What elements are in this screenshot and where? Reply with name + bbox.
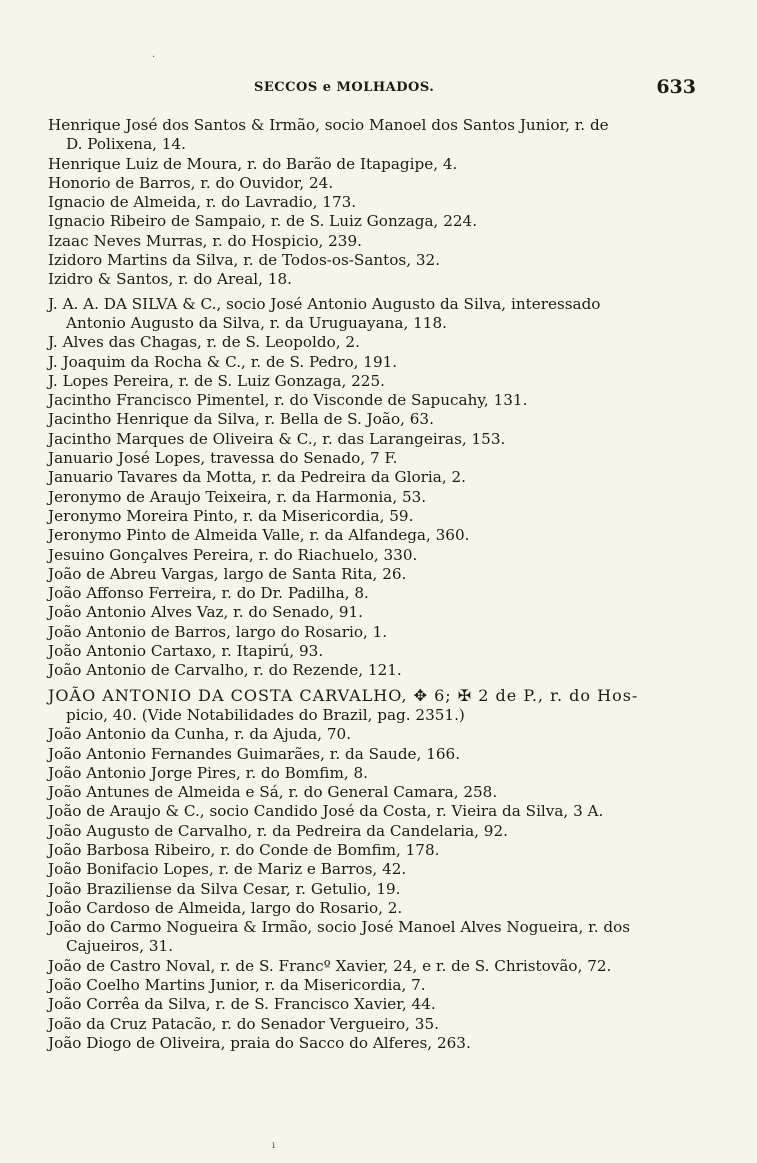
directory-entry xyxy=(48,686,698,726)
entry-line: Januario Tavares da Motta, r. da Pedreira da Gloria, 2. xyxy=(48,468,466,487)
speck-mark: ı xyxy=(272,1140,276,1151)
entry-line: João de Castro Noval, r. de S. Francº Xavier, 24, e r. de S. Christovão, 72. xyxy=(48,956,612,975)
entry-line: Ignacio de Almeida, r. do Lavradio, 173. xyxy=(48,193,357,212)
entry-line: Ignacio Ribeiro de Sampaio, r. de S. Luiz Gonzaga, 224. xyxy=(48,212,478,231)
entry-line: João Bonifacio Lopes, r. de Mariz e Barros, 42. xyxy=(48,860,407,879)
entry-line: João Antonio Jorge Pires, r. do Bomfim, 8. xyxy=(48,763,368,782)
directory-entry xyxy=(48,193,698,212)
entry-line: João do Carmo Nogueira & Irmão, socio José Manoel Alves Nogueira, r. dos xyxy=(48,918,631,937)
entry-line: João Barbosa Ribeiro, r. do Conde de Bomfim, 178. xyxy=(48,840,440,859)
directory-entry xyxy=(48,565,698,584)
speck-mark: · xyxy=(152,52,156,63)
directory-entry xyxy=(48,526,698,545)
directory-entry xyxy=(48,860,698,879)
entry-continuation-line: Antonio Augusto da Silva, r. da Uruguayana, 118. xyxy=(66,313,447,332)
entry-line: João Antonio Cartaxo, r. Itapirú, 93. xyxy=(48,642,324,661)
page-header xyxy=(48,76,696,102)
entry-line: Izidoro Martins da Silva, r. de Todos-os-Santos, 32. xyxy=(48,251,441,270)
directory-entry xyxy=(48,725,698,744)
entry-line: J. Lopes Pereira, r. de S. Luiz Gonzaga, 225. xyxy=(48,371,385,390)
entry-continuation-line: D. Polixena, 14. xyxy=(66,135,186,154)
entry-line: J. Joaquim da Rocha & C., r. de S. Pedro, 191. xyxy=(48,352,398,371)
entry-line: João Coelho Martins Junior, r. da Misericordia, 7. xyxy=(48,976,426,995)
running-title: SECCOS e MOLHADOS. xyxy=(254,80,435,95)
directory-entry xyxy=(48,957,698,976)
directory-entry xyxy=(48,372,698,391)
directory-entry xyxy=(48,841,698,860)
directory-entry xyxy=(48,449,698,468)
entry-line: João Augusto de Carvalho, r. da Pedreira da Candelaria, 92. xyxy=(48,821,508,840)
directory-entry xyxy=(48,661,698,680)
entry-line: João Antunes de Almeida e Sá, r. do General Camara, 258. xyxy=(48,783,498,802)
directory-entry xyxy=(48,353,698,372)
directory-entry xyxy=(48,918,698,957)
page-number: 633 xyxy=(656,76,696,98)
directory-entry xyxy=(48,430,698,449)
directory-entry xyxy=(48,270,698,289)
entry-line: J. Alves das Chagas, r. de S. Leopoldo, 2. xyxy=(48,333,360,352)
entry-line: Jeronymo Moreira Pinto, r. da Misericordia, 59. xyxy=(48,506,414,525)
entry-line: João Antonio de Carvalho, r. do Rezende, 121. xyxy=(48,661,402,680)
directory-entry xyxy=(48,880,698,899)
directory-entry xyxy=(48,468,698,487)
directory-entry xyxy=(48,333,698,352)
entry-line: João Antonio Alves Vaz, r. do Senado, 91. xyxy=(48,603,364,622)
entry-line: João da Cruz Patacão, r. do Senador Vergueiro, 35. xyxy=(48,1014,439,1033)
entry-line: Jeronymo de Araujo Teixeira, r. da Harmonia, 53. xyxy=(48,487,427,506)
entry-line: Izaac Neves Murras, r. do Hospicio, 239. xyxy=(48,231,362,250)
directory-entry xyxy=(48,995,698,1014)
directory-entry xyxy=(48,976,698,995)
directory-entry xyxy=(48,155,698,174)
directory-entry xyxy=(48,764,698,783)
entry-line: João Antonio Fernandes Guimarães, r. da Saude, 166. xyxy=(48,744,461,763)
entry-line: João Affonso Ferreira, r. do Dr. Padilha, 8. xyxy=(48,584,369,603)
directory-entry xyxy=(48,584,698,603)
directory-entry xyxy=(48,745,698,764)
directory-entry xyxy=(48,899,698,918)
directory-entries xyxy=(48,116,698,1053)
entry-line: João Corrêa da Silva, r. de S. Francisco Xavier, 44. xyxy=(48,995,436,1014)
entry-line: J. A. A. DA SILVA & C., socio José Antonio Augusto da Silva, interessado xyxy=(48,294,601,313)
directory-entry xyxy=(48,1034,698,1053)
directory-entry xyxy=(48,212,698,231)
entry-continuation-line: Cajueiros, 31. xyxy=(66,937,174,956)
directory-entry xyxy=(48,822,698,841)
directory-entry xyxy=(48,802,698,821)
entry-line: JOÃO ANTONIO DA COSTA CARVALHO, ✥ 6; ✠ 2 de P., r. do Hos- xyxy=(48,685,639,705)
entry-continuation-line: picio, 40. (Vide Notabilidades do Brazil, pag. 2351.) xyxy=(66,705,465,724)
entry-line: Henrique Luiz de Moura, r. do Barão de Itapagipe, 4. xyxy=(48,154,458,173)
directory-entry xyxy=(48,251,698,270)
directory-entry xyxy=(48,603,698,622)
directory-entry xyxy=(48,546,698,565)
entry-line: Jesuino Gonçalves Pereira, r. do Riachuelo, 330. xyxy=(48,545,418,564)
directory-entry xyxy=(48,1015,698,1034)
entry-line: Jeronymo Pinto de Almeida Valle, r. da Alfandega, 360. xyxy=(48,526,470,545)
directory-entry xyxy=(48,783,698,802)
entry-line: Jacintho Marques de Oliveira & C., r. das Larangeiras, 153. xyxy=(48,429,506,448)
directory-entry xyxy=(48,232,698,251)
directory-entry xyxy=(48,295,698,334)
entry-line: Honorio de Barros, r. do Ouvidor, 24. xyxy=(48,173,334,192)
directory-entry xyxy=(48,174,698,193)
entry-line: Henrique José dos Santos & Irmão, socio Manoel dos Santos Junior, r. de xyxy=(48,116,609,134)
entry-line: Izidro & Santos, r. do Areal, 18. xyxy=(48,270,292,289)
entry-line: Jacintho Henrique da Silva, r. Bella de S. João, 63. xyxy=(48,410,434,429)
entry-line: Januario José Lopes, travessa do Senado, 7 F. xyxy=(48,449,398,468)
directory-entry xyxy=(48,642,698,661)
entry-line: João Antonio de Barros, largo do Rosario, 1. xyxy=(48,622,388,641)
directory-entry xyxy=(48,116,698,155)
entry-line: João Antonio da Cunha, r. da Ajuda, 70. xyxy=(48,725,352,744)
directory-entry xyxy=(48,410,698,429)
directory-entry xyxy=(48,488,698,507)
directory-entry xyxy=(48,623,698,642)
directory-entry xyxy=(48,391,698,410)
entry-line: João Diogo de Oliveira, praia do Sacco do Alferes, 263. xyxy=(48,1033,471,1052)
directory-entry xyxy=(48,507,698,526)
entry-line: João Cardoso de Almeida, largo do Rosario, 2. xyxy=(48,898,403,917)
entry-line: João de Abreu Vargas, largo de Santa Rita, 26. xyxy=(48,564,407,583)
entry-line: João Braziliense da Silva Cesar, r. Getulio, 19. xyxy=(48,879,401,898)
entry-line: João de Araujo & C., socio Candido José da Costa, r. Vieira da Silva, 3 A. xyxy=(48,802,604,821)
entry-line: Jacintho Francisco Pimentel, r. do Visconde de Sapucahy, 131. xyxy=(48,391,528,410)
